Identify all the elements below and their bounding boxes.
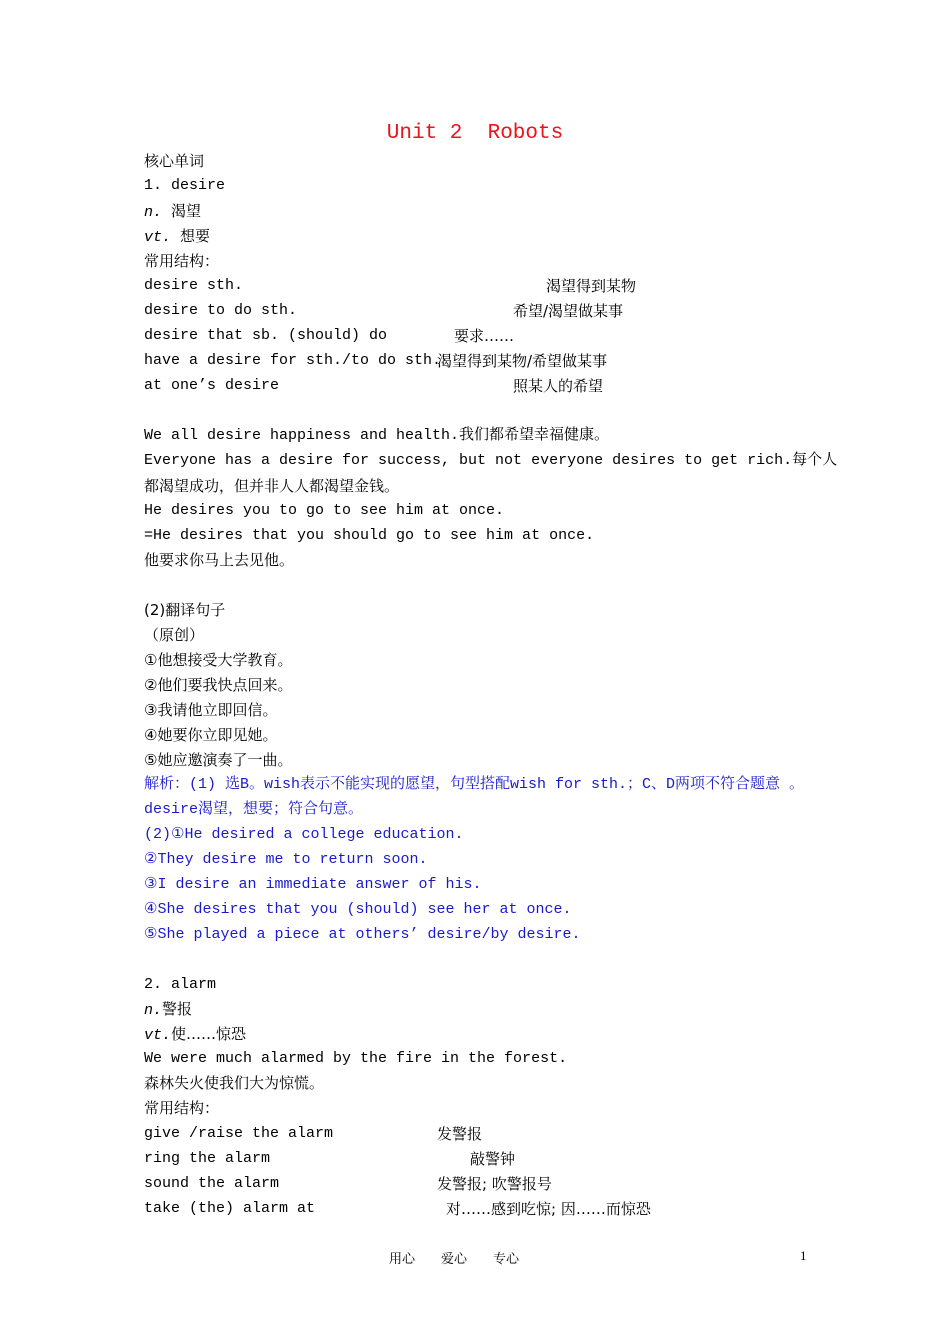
structure-en: have a desire for sth./to do sth. [144, 352, 442, 369]
structure-cn: 希望/渴望做某事 [513, 302, 624, 320]
structure-en: at one’s desire [144, 377, 280, 394]
example-translation: 森林失火使我们大为惊慌。 [144, 1074, 325, 1092]
structure-cn: 敲警钟 [470, 1150, 516, 1168]
example-sentence: Everyone has a desire for success, but not everyone desires to get rich.每个人 [144, 452, 838, 469]
example-sentence: He desires you to go to see him at once. [144, 502, 505, 519]
example-sentence: We were much alarmed by the fire in the forest. [144, 1050, 568, 1067]
answer-line: desire渴望，想要；符合句意。 [144, 801, 364, 818]
structure-cn: 发警报 [437, 1125, 483, 1143]
structure-en: sound the alarm [144, 1175, 280, 1192]
answer-line: ④She desires that you (should) see her at once. [144, 901, 572, 918]
structure-en: ring the alarm [144, 1150, 271, 1167]
translation-item: ②他们要我快点回来。 [144, 676, 293, 694]
answer-line: ②They desire me to return soon. [144, 851, 428, 868]
structure-cn: 渴望得到某物/希望做某事 [437, 352, 608, 370]
translate-heading: (2)翻译句子 [144, 601, 226, 619]
translation-item: ④她要你立即见她。 [144, 726, 278, 744]
example-sentence: We all desire happiness and health.我们都希望幸福健康。 [144, 427, 610, 444]
structure-label: 常用结构： [144, 252, 220, 270]
structure-cn: 发警报; 吹警报号 [437, 1175, 552, 1193]
translation-item: ③我请他立即回信。 [144, 701, 278, 719]
section-heading: 核心单词 [144, 152, 205, 170]
page-title: Unit 2 Robots [386, 122, 564, 145]
structure-en: give /raise the alarm [144, 1125, 334, 1142]
translation-item: ⑤她应邀演奏了一曲。 [144, 751, 293, 769]
page-number: 1 [800, 1248, 807, 1263]
answer-line: ③I desire an immediate answer of his. [144, 876, 482, 893]
structure-label: 常用结构： [144, 1099, 220, 1117]
verb-meaning: vt.使……惊恐 [144, 1025, 247, 1044]
original-note: （原创） [144, 626, 205, 644]
example-sentence: 都渴望成功，但并非人人都渴望金钱。 [144, 477, 400, 495]
noun-meaning: n.警报 [144, 1000, 193, 1019]
structure-cn: 对……感到吃惊; 因……而惊恐 [446, 1200, 651, 1218]
verb-meaning: vt. 想要 [144, 227, 211, 246]
word-heading-desire: 1. desire [144, 177, 226, 194]
answer-line: (2)①He desired a college education. [144, 826, 464, 843]
footer-motto: 用心 爱心 专心 [389, 1252, 520, 1267]
structure-cn: 渴望得到某物 [546, 277, 637, 295]
example-sentence: 他要求你马上去见他。 [144, 551, 295, 569]
structure-en: desire to do sth. [144, 302, 298, 319]
structure-en: take (the) alarm at [144, 1200, 316, 1217]
noun-meaning: n. 渴望 [144, 202, 202, 221]
translation-item: ①他想接受大学教育。 [144, 651, 293, 669]
example-sentence: =He desires that you should go to see him at once. [144, 527, 595, 544]
answer-line: ⑤She played a piece at others’ desire/by desire. [144, 926, 581, 943]
structure-en: desire that sb. (should) do [144, 327, 388, 344]
structure-en: desire sth. [144, 277, 244, 294]
answer-line: 解析：(1) 选B。wish表示不能实现的愿望，句型搭配wish for sth.；C、D两项不符合题意 。 [144, 776, 805, 793]
word-heading-alarm: 2. alarm [144, 976, 217, 993]
structure-cn: 要求…… [454, 327, 515, 345]
structure-cn: 照某人的希望 [513, 377, 604, 395]
